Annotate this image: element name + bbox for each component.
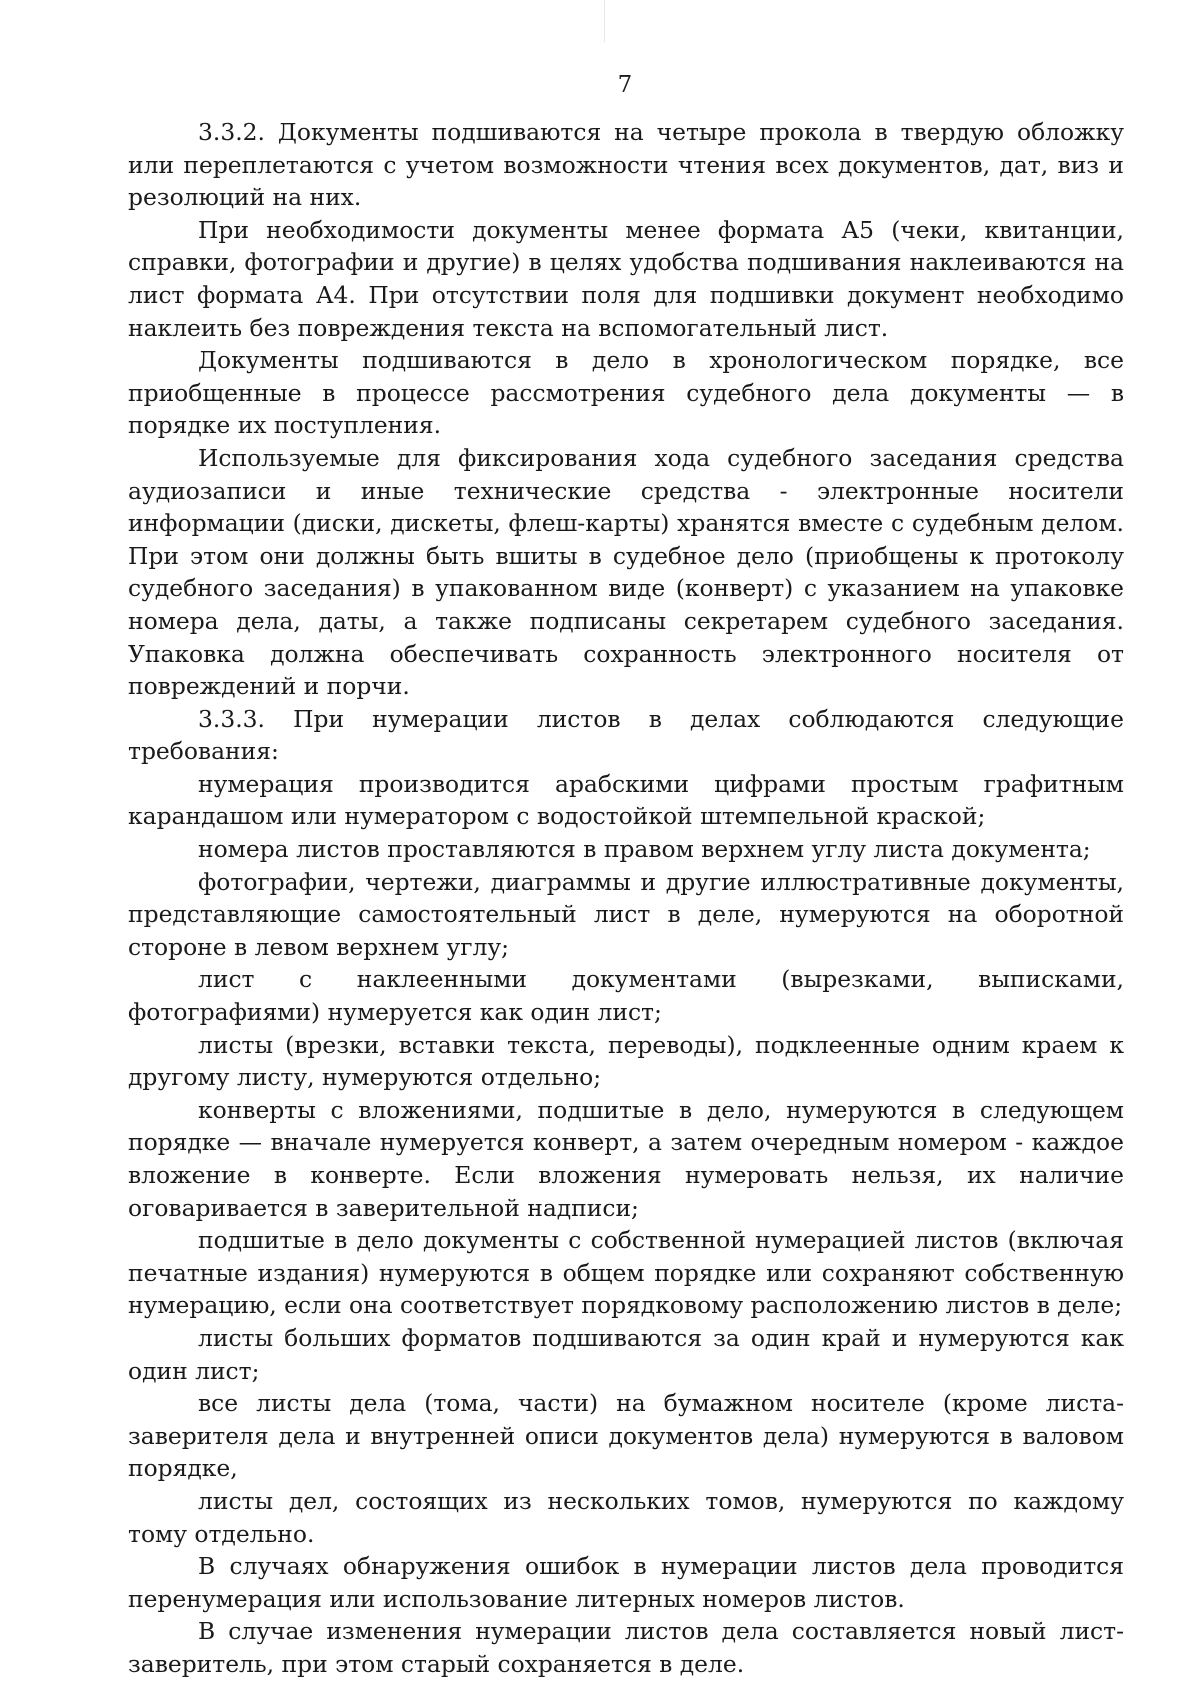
scan-crease <box>604 0 605 42</box>
paragraph-3-3-2: 3.3.2. Документы подшиваются на четыре прокола в твердую обложку или переплетаются с учетом возможности чтения всех документов, дат, виз и резолюций на них. <box>128 118 1124 212</box>
paragraph-large-formats: листы больших форматов подшиваются за один край и нумеруются как один лист; <box>128 1323 1124 1385</box>
paragraph-numbering-method: нумерация производится арабскими цифрами простым графитным карандашом или нумератором с водостойкой штемпельной краской; <box>128 769 1124 831</box>
paragraph-inserts: листы (врезки, вставки текста, переводы), подклеенные одним краем к другому листу, нумеруются отдельно; <box>128 1030 1124 1092</box>
paragraph-small-documents: При необходимости документы менее формата А5 (чеки, квитанции, справки, фотографии и другие) в целях удобства подшивания наклеиваются на лист формата А4. При отсутствии поля для подшивки документ необходимо наклеить без повреждения текста на вспомогательный лист. <box>128 215 1124 342</box>
paragraph-chronological-order: Документы подшиваются в дело в хронологическом порядке, все приобщенные в процессе рассмотрения судебного дела документы — в порядке их поступления. <box>128 346 1124 440</box>
document-body <box>128 116 1124 1681</box>
paragraph-illustrations: фотографии, чертежи, диаграммы и другие иллюстративные документы, представляющие самостоятельный лист в деле, нумеруются на оборотной стороне в левом верхнем углу; <box>128 867 1124 961</box>
paragraph-pasted-sheet: лист с наклеенными документами (вырезками, выписками, фотографиями) нумеруется как один лист; <box>128 965 1124 1027</box>
paragraph-electronic-media: Используемые для фиксирования хода судебного заседания средства аудиозаписи и иные технические средства - электронные носители информации (диски, дискеты, флеш-карты) хранятся вместе с судебным делом. При этом они должны быть вшиты в судебное дело (приобщены к протоколу судебного заседания) в упакованном виде (конверт) с указанием на упаковке номера дела, даты, а также подписаны секретарем судебного заседания. Упаковка должна обеспечивать сохранность электронного носителя от повреждений и порчи. <box>128 443 1124 701</box>
paragraph-own-numbering: подшитые в дело документы с собственной нумерацией листов (включая печатные издания) нумеруются в общем порядке или сохраняют собственную нумерацию, если она соответствует порядковому расположению листов в деле; <box>128 1226 1124 1320</box>
paragraph-3-3-3: 3.3.3. При нумерации листов в делах соблюдаются следующие требования: <box>128 704 1124 766</box>
paragraph-renumbering: В случаях обнаружения ошибок в нумерации листов дела проводится перенумерация или использование литерных номеров листов. <box>128 1552 1124 1613</box>
paragraph-number-position: номера листов проставляются в правом верхнем углу листа документа; <box>198 835 1091 864</box>
paragraph-multiple-volumes: листы дел, состоящих из нескольких томов, нумеруются по каждому тому отдельно. <box>128 1486 1124 1548</box>
page-number: 7 <box>617 72 633 98</box>
paragraph-gross-order: все листы дела (тома, части) на бумажном носителе (кроме листа-заверителя дела и внутренней описи документов дела) нумеруются в валовом порядке, <box>128 1389 1124 1483</box>
paragraph-new-certifier: В случае изменения нумерации листов дела составляется новый лист-заверитель, при этом старый сохраняется в деле. <box>128 1617 1124 1678</box>
paragraph-envelopes: конверты с вложениями, подшитые в дело, нумеруются в следующем порядке — вначале нумеруется конверт, а затем очередным номером - каждое вложение в конверте. Если вложения нумеровать нельзя, их наличие оговаривается в заверительной надписи; <box>128 1095 1124 1222</box>
